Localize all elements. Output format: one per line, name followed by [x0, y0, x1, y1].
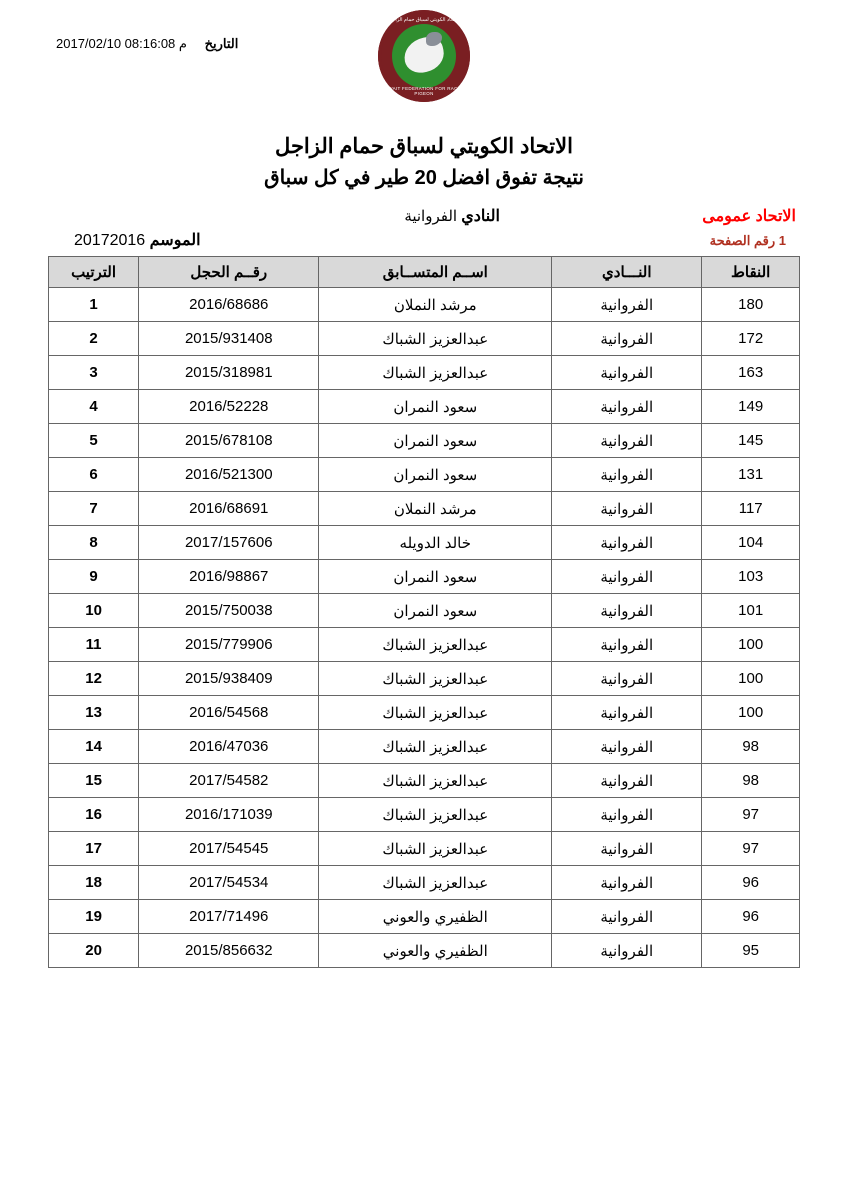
cell-points: 163 — [702, 356, 800, 390]
cell-points: 145 — [702, 424, 800, 458]
cell-club: الفروانية — [552, 628, 702, 662]
cell-points: 104 — [702, 526, 800, 560]
page-number-label: رقم الصفحة — [709, 233, 776, 248]
cell-rank: 3 — [49, 356, 139, 390]
table-row — [49, 492, 800, 526]
date-value: 2017/02/10 08:16:08 م — [56, 36, 187, 51]
cell-ring: 2016/98867 — [139, 560, 319, 594]
table-row — [49, 798, 800, 832]
cell-club: الفروانية — [552, 492, 702, 526]
column-header-rank: الترتيب — [49, 257, 139, 288]
cell-points: 103 — [702, 560, 800, 594]
cell-ring: 2015/931408 — [139, 322, 319, 356]
cell-rank: 15 — [49, 764, 139, 798]
cell-club: الفروانية — [552, 832, 702, 866]
cell-rank: 4 — [49, 390, 139, 424]
logo-english-text: KUWAIT FEDERATION FOR RACING PIGEON — [381, 86, 467, 96]
cell-rank: 19 — [49, 900, 139, 934]
cell-ring: 2015/318981 — [139, 356, 319, 390]
cell-points: 95 — [702, 934, 800, 968]
cell-ring: 2017/157606 — [139, 526, 319, 560]
cell-club: الفروانية — [552, 764, 702, 798]
federation-label: الاتحاد عمومى — [702, 208, 796, 225]
meta-row-club — [48, 206, 800, 226]
table-row — [49, 458, 800, 492]
cell-ring: 2015/678108 — [139, 424, 319, 458]
cell-points: 98 — [702, 730, 800, 764]
table-row — [49, 390, 800, 424]
cell-points: 100 — [702, 628, 800, 662]
cell-points: 96 — [702, 900, 800, 934]
table-row — [49, 900, 800, 934]
cell-club: الفروانية — [552, 424, 702, 458]
cell-rank: 8 — [49, 526, 139, 560]
cell-competitor: خالد الدويله — [319, 526, 552, 560]
cell-points: 98 — [702, 764, 800, 798]
logo-globe-icon — [392, 24, 456, 88]
cell-points: 97 — [702, 832, 800, 866]
cell-competitor: الظفيري والعوني — [319, 934, 552, 968]
cell-ring: 2015/938409 — [139, 662, 319, 696]
cell-points: 131 — [702, 458, 800, 492]
cell-points: 101 — [702, 594, 800, 628]
table-row — [49, 934, 800, 968]
cell-rank: 6 — [49, 458, 139, 492]
cell-rank: 13 — [49, 696, 139, 730]
cell-rank: 2 — [49, 322, 139, 356]
cell-club: الفروانية — [552, 798, 702, 832]
table-header-row — [49, 257, 800, 288]
page-title: الاتحاد الكويتي لسباق حمام الزاجل — [275, 135, 573, 158]
cell-competitor: عبدالعزيز الشباك — [319, 866, 552, 900]
cell-rank: 14 — [49, 730, 139, 764]
cell-ring: 2016/54568 — [139, 696, 319, 730]
cell-points: 149 — [702, 390, 800, 424]
cell-ring: 2017/54582 — [139, 764, 319, 798]
table-row — [49, 526, 800, 560]
table-row — [49, 696, 800, 730]
logo-arabic-text: الاتحاد الكويتي لسباق حمام الزاجل — [388, 17, 460, 23]
cell-competitor: سعود النمران — [319, 594, 552, 628]
table-row — [49, 594, 800, 628]
cell-ring: 2017/54545 — [139, 832, 319, 866]
cell-club: الفروانية — [552, 526, 702, 560]
cell-rank: 17 — [49, 832, 139, 866]
cell-competitor: سعود النمران — [319, 390, 552, 424]
cell-ring: 2017/54534 — [139, 866, 319, 900]
cell-rank: 12 — [49, 662, 139, 696]
cell-points: 117 — [702, 492, 800, 526]
cell-competitor: عبدالعزيز الشباك — [319, 764, 552, 798]
table-row — [49, 288, 800, 322]
cell-club: الفروانية — [552, 390, 702, 424]
table-row — [49, 662, 800, 696]
cell-competitor: مرشد النملان — [319, 492, 552, 526]
cell-ring: 2015/750038 — [139, 594, 319, 628]
cell-rank: 20 — [49, 934, 139, 968]
table-row — [49, 764, 800, 798]
cell-club: الفروانية — [552, 322, 702, 356]
cell-competitor: عبدالعزيز الشباك — [319, 798, 552, 832]
cell-competitor: عبدالعزيز الشباك — [319, 628, 552, 662]
cell-competitor: عبدالعزيز الشباك — [319, 322, 552, 356]
table-row — [49, 560, 800, 594]
page-number-value: 1 — [778, 233, 786, 248]
column-header-club: النـــادي — [552, 257, 702, 288]
logo-circle — [378, 10, 470, 102]
page-subtitle: نتيجة تفوق افضل 20 طير في كل سباق — [264, 167, 584, 189]
table-row — [49, 866, 800, 900]
cell-club: الفروانية — [552, 900, 702, 934]
cell-points: 172 — [702, 322, 800, 356]
cell-club: الفروانية — [552, 866, 702, 900]
cell-ring: 2015/779906 — [139, 628, 319, 662]
meta-row-season — [48, 230, 800, 250]
season-value: 20172016 — [74, 232, 146, 249]
cell-rank: 5 — [49, 424, 139, 458]
cell-competitor: عبدالعزيز الشباك — [319, 730, 552, 764]
cell-rank: 9 — [49, 560, 139, 594]
table-row — [49, 832, 800, 866]
cell-club: الفروانية — [552, 696, 702, 730]
date-label: التاريخ — [204, 36, 239, 51]
cell-competitor: الظفيري والعوني — [319, 900, 552, 934]
cell-rank: 16 — [49, 798, 139, 832]
results-table-body — [49, 288, 800, 968]
season-field — [52, 230, 201, 250]
federation-logo — [48, 10, 800, 102]
table-row — [49, 424, 800, 458]
table-row — [49, 322, 800, 356]
cell-club: الفروانية — [552, 356, 702, 390]
cell-club: الفروانية — [552, 288, 702, 322]
results-table — [48, 256, 800, 968]
cell-competitor: عبدالعزيز الشباك — [319, 696, 552, 730]
table-row — [49, 356, 800, 390]
cell-rank: 10 — [49, 594, 139, 628]
cell-rank: 18 — [49, 866, 139, 900]
cell-ring: 2016/52228 — [139, 390, 319, 424]
cell-ring: 2017/71496 — [139, 900, 319, 934]
cell-club: الفروانية — [552, 730, 702, 764]
table-row — [49, 628, 800, 662]
club-value: الفروانية — [404, 208, 458, 225]
cell-rank: 1 — [49, 288, 139, 322]
season-label: الموسم — [149, 232, 201, 249]
cell-competitor: سعود النمران — [319, 458, 552, 492]
cell-club: الفروانية — [552, 662, 702, 696]
column-header-points: النقاط — [702, 257, 800, 288]
cell-ring: 2015/856632 — [139, 934, 319, 968]
cell-competitor: عبدالعزيز الشباك — [319, 832, 552, 866]
cell-ring: 2016/171039 — [139, 798, 319, 832]
cell-ring: 2016/521300 — [139, 458, 319, 492]
cell-points: 96 — [702, 866, 800, 900]
cell-competitor: مرشد النملان — [319, 288, 552, 322]
cell-competitor: سعود النمران — [319, 424, 552, 458]
cell-competitor: عبدالعزيز الشباك — [319, 356, 552, 390]
cell-competitor: سعود النمران — [319, 560, 552, 594]
cell-club: الفروانية — [552, 594, 702, 628]
cell-points: 100 — [702, 662, 800, 696]
cell-points: 100 — [702, 696, 800, 730]
cell-club: الفروانية — [552, 560, 702, 594]
cell-rank: 7 — [49, 492, 139, 526]
document-header — [48, 0, 800, 130]
page-number-field — [710, 233, 796, 249]
cell-competitor: عبدالعزيز الشباك — [319, 662, 552, 696]
table-row — [49, 730, 800, 764]
club-field — [172, 206, 662, 226]
cell-points: 97 — [702, 798, 800, 832]
cell-rank: 11 — [49, 628, 139, 662]
cell-ring: 2016/68686 — [139, 288, 319, 322]
cell-ring: 2016/68691 — [139, 492, 319, 526]
club-label: النادي — [461, 208, 500, 225]
cell-points: 180 — [702, 288, 800, 322]
cell-club: الفروانية — [552, 934, 702, 968]
cell-ring: 2016/47036 — [139, 730, 319, 764]
cell-club: الفروانية — [552, 458, 702, 492]
column-header-ring: رقــم الحجل — [139, 257, 319, 288]
column-header-competitor: اســم المتســابق — [319, 257, 552, 288]
